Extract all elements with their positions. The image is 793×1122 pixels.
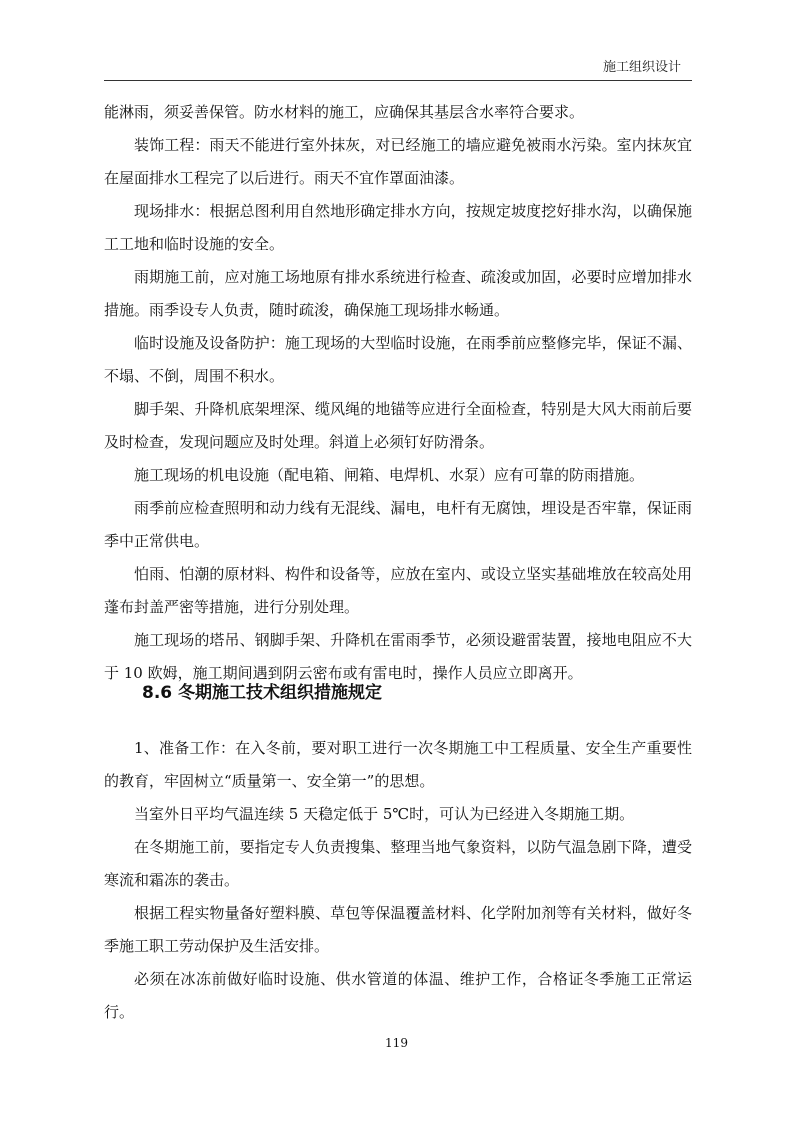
body-text-lower [104, 732, 692, 1029]
header-title: 施工组织设计 [602, 60, 681, 75]
paragraph: 怕雨、怕潮的原材料、构件和设备等，应放在室内、或设立坚实基础堆放在较高处用蓬布封盖严密等措施，进行分别处理。 [104, 565, 692, 616]
paragraph: 雨季前应检查照明和动力线有无混线、漏电，电杆有无腐蚀，埋设是否牢靠，保证雨季中正常供电。 [104, 499, 692, 550]
paragraph: 能淋雨，须妥善保管。防水材料的施工，应确保其基层含水率符合要求。 [104, 103, 585, 121]
paragraph: 脚手架、升降机底架埋深、缆风绳的地锚等应进行全面检查，特别是大风大雨前后要及时检查，发现问题应及时处理。斜道上必须钉好防滑条。 [104, 400, 692, 451]
body-text-upper [104, 96, 692, 690]
paragraph: 必须在冰冻前做好临时设施、供水管道的体温、维护工作，合格证冬季施工正常运行。 [104, 970, 692, 1021]
paragraph: 现场排水：根据总图利用自然地形确定排水方向，按规定坡度挖好排水沟，以确保施工工地和临时设施的安全。 [104, 202, 692, 253]
paragraph: 根据工程实物量备好塑料膜、草包等保温覆盖材料、化学附加剂等有关材料，做好冬季施工职工劳动保护及生活安排。 [104, 904, 692, 955]
header-rule [104, 80, 692, 81]
paragraph: 雨期施工前，应对施工场地原有排水系统进行检查、疏浚或加固，必要时应增加排水措施。雨季设专人负责，随时疏浚，确保施工现场排水畅通。 [104, 268, 692, 319]
paragraph: 施工现场的塔吊、钢脚手架、升降机在雷雨季节，必须设避雷装置，接地电阻应不大于 10 欧姆，施工期间遇到阴云密布或有雷电时，操作人员应立即离开。 [104, 631, 692, 682]
page-number: 119 [385, 1036, 408, 1050]
paragraph: 1、准备工作：在入冬前，要对职工进行一次冬期施工中工程质量、安全生产重要性的教育，牢固树立“质量第一、安全第一”的思想。 [104, 739, 692, 790]
paragraph: 施工现场的机电设施（配电箱、闸箱、电焊机、水泵）应有可靠的防雨措施。 [134, 466, 645, 484]
paragraph: 临时设施及设备防护：施工现场的大型临时设施，在雨季前应整修完毕，保证不漏、不塌、不倒，周围不积水。 [104, 334, 692, 385]
section-heading: 8.6 冬期施工技术组织措施规定 [142, 683, 383, 703]
paragraph: 在冬期施工前，要指定专人负责搜集、整理当地气象资料，以防气温急剧下降，遭受寒流和霜冻的袭击。 [104, 838, 692, 889]
paragraph: 当室外日平均气温连续 5 天稳定低于 5℃时，可认为已经进入冬期施工期。 [134, 805, 635, 823]
paragraph: 装饰工程：雨天不能进行室外抹灰，对已经施工的墙应避免被雨水污染。室内抹灰宜在屋面排水工程完了以后进行。雨天不宜作罩面油漆。 [104, 136, 692, 187]
